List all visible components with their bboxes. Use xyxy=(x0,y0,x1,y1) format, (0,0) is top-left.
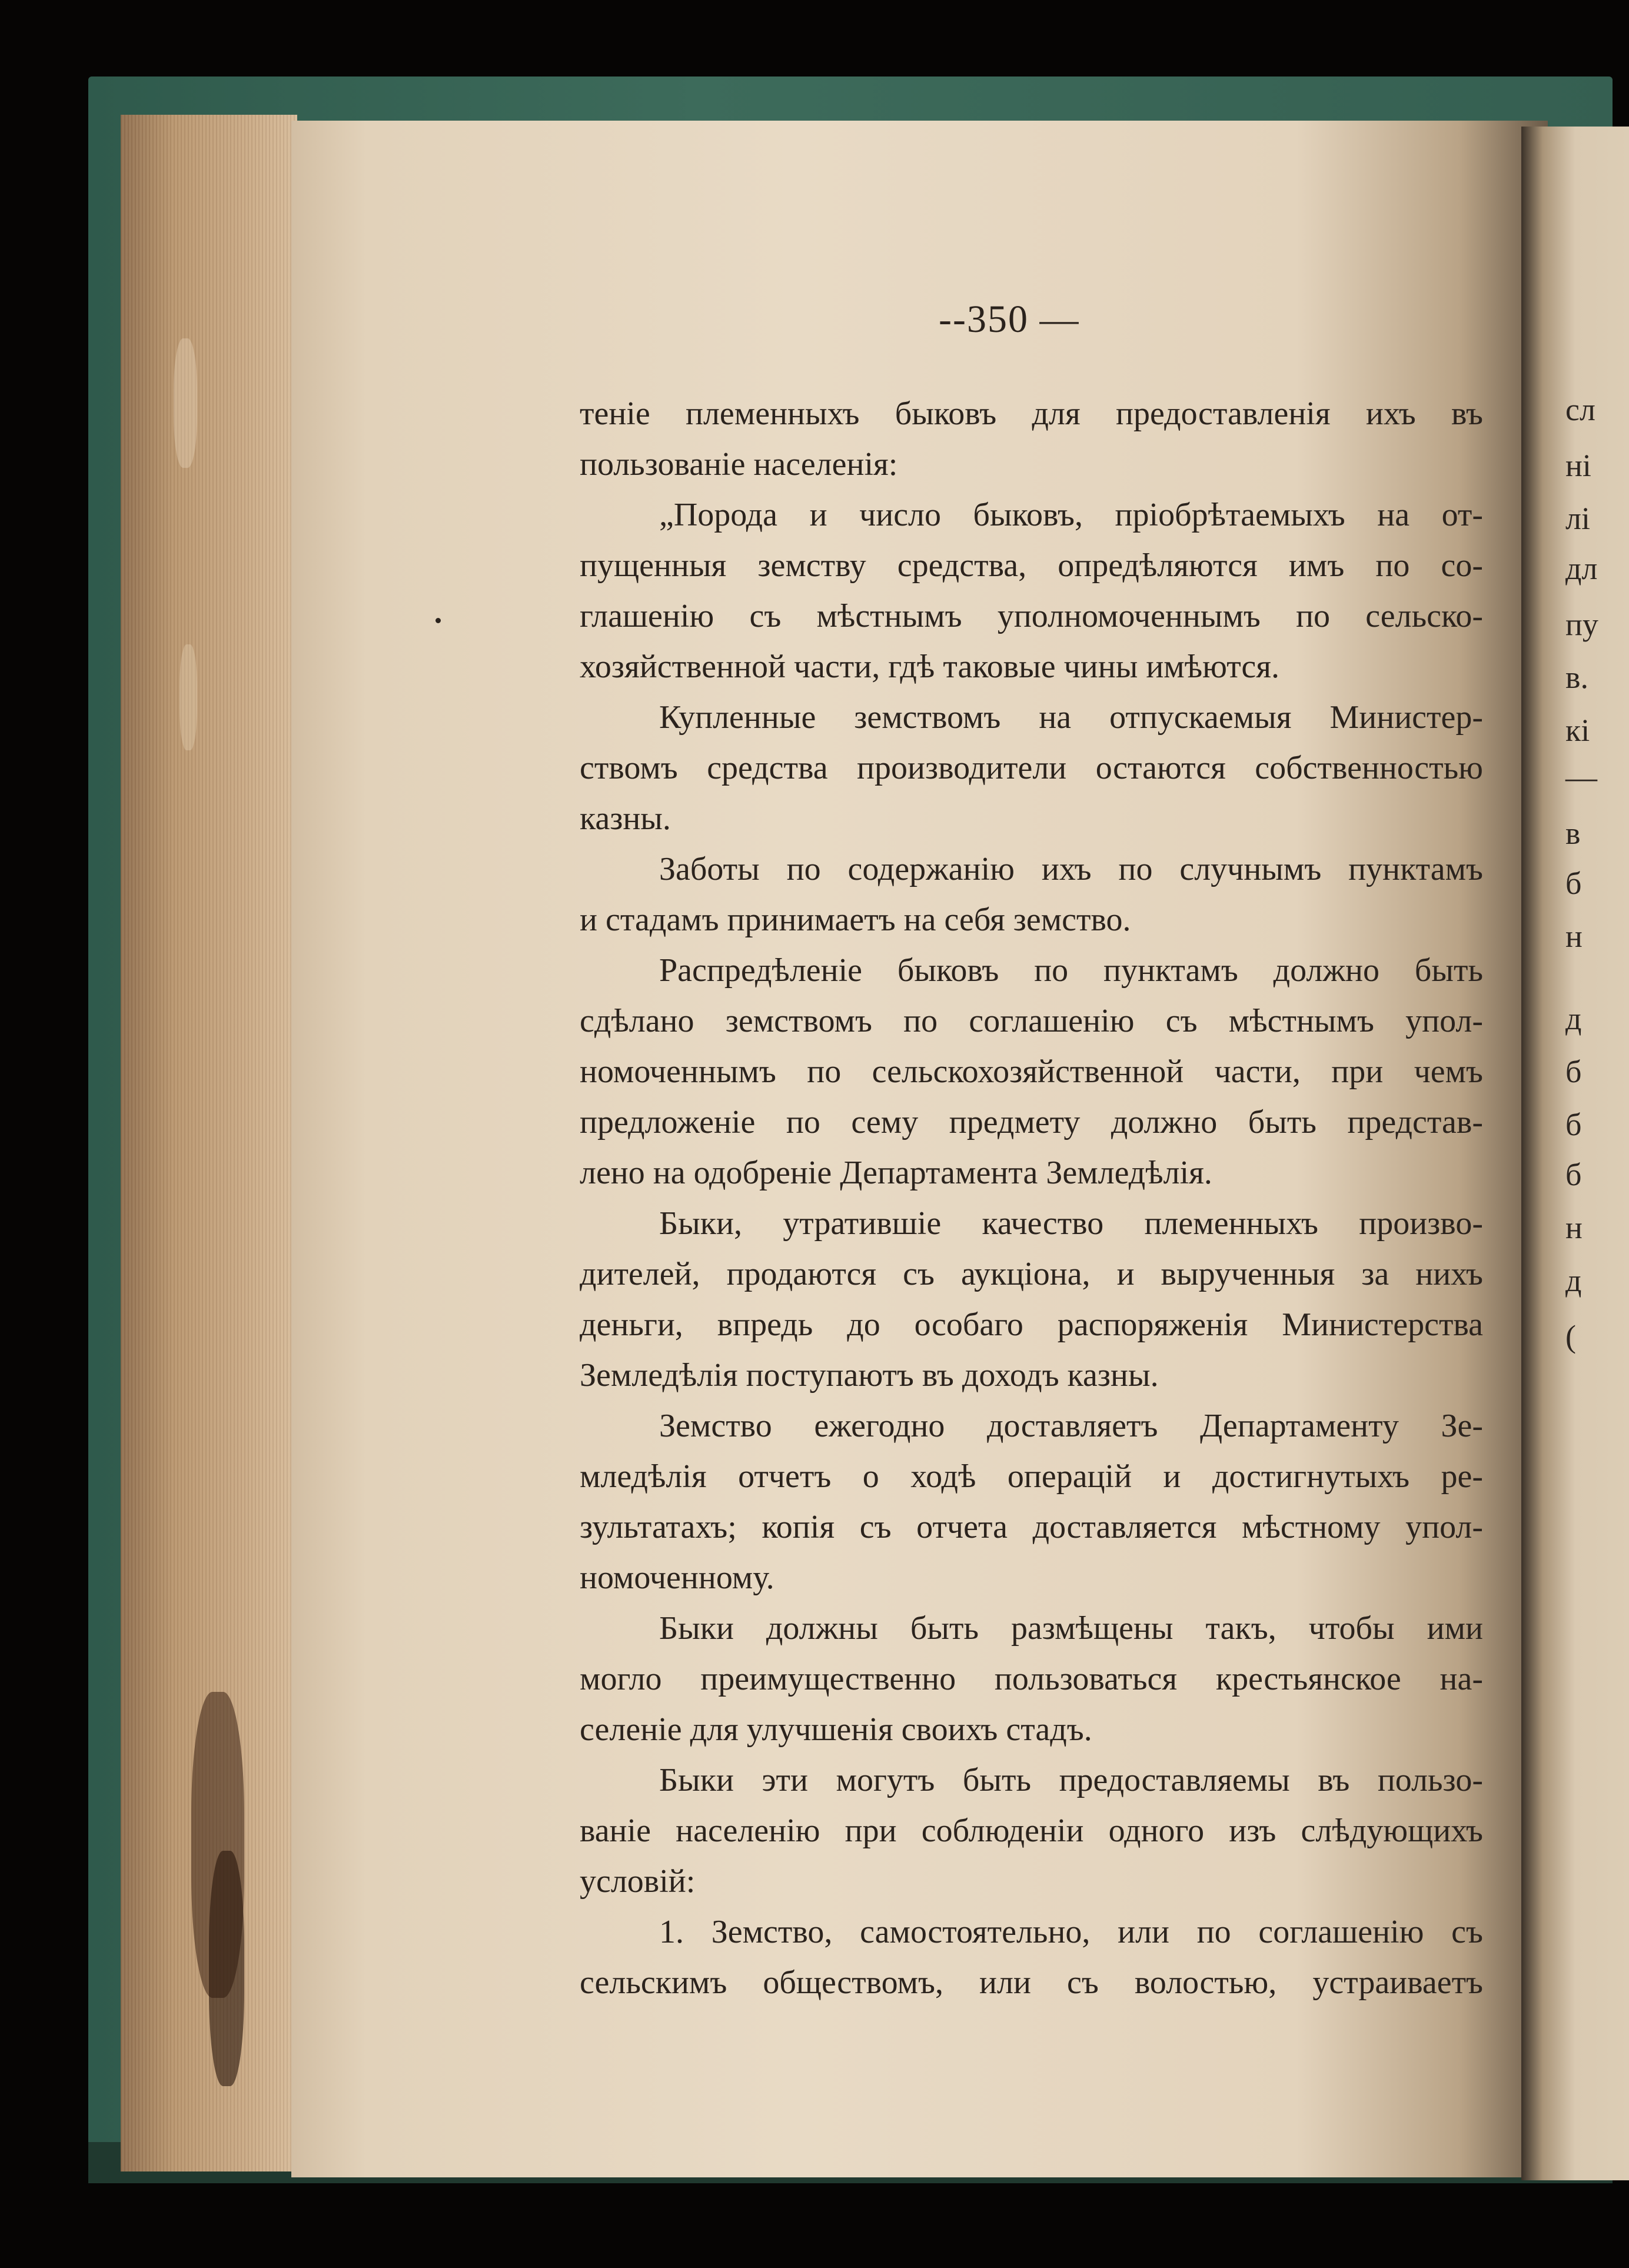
right-page-letter: дл xyxy=(1565,551,1598,586)
text-line: ваніе населенію при соблюденіи одного изъ слѣдующихъ xyxy=(580,1813,1483,1849)
text-line: деньги, впредь до особаго распоряженія Министерства xyxy=(580,1306,1483,1343)
text-line: зультатахъ; копія съ отчета доставляется мѣстному упол- xyxy=(580,1509,1483,1545)
text-line: лено на одобреніе Департамента Земледѣлія. xyxy=(580,1155,1212,1191)
right-page-letter: в xyxy=(1565,816,1581,851)
body-text xyxy=(580,388,1483,2008)
text-line: пущенныя земству средства, опредѣляются имъ по со- xyxy=(580,547,1483,584)
text-line: 1. Земство, самостоятельно, или по соглашенію съ xyxy=(659,1914,1483,1950)
text-line: сдѣлано земствомъ по соглашенію съ мѣстнымъ упол- xyxy=(580,1003,1483,1039)
text-line: глашенію съ мѣстнымъ уполномоченнымъ по сельско- xyxy=(580,598,1483,634)
text-line: могло преимущественно пользоваться крестьянское на- xyxy=(580,1661,1483,1697)
right-page-letter: кі xyxy=(1565,713,1590,748)
text-line: Быки, утратившіе качество племенныхъ произво- xyxy=(659,1205,1483,1242)
text-line: „Порода и число быковъ, пріобрѣтаемыхъ на от- xyxy=(659,497,1483,533)
right-page-letter: в. xyxy=(1565,660,1588,695)
text-line: сельскимъ обществомъ, или съ волостью, устраиваетъ xyxy=(580,1964,1483,2001)
text-line: ствомъ средства производители остаются собственностью xyxy=(580,750,1483,786)
text-line: Распредѣленіе быковъ по пунктамъ должно быть xyxy=(659,952,1483,989)
text-line: Земледѣлія поступаютъ въ доходъ казны. xyxy=(580,1357,1159,1394)
text-line: Быки эти могутъ быть предоставляемы въ пользо- xyxy=(659,1762,1483,1798)
text-line: Купленные земствомъ на отпускаемыя Министер- xyxy=(659,699,1483,736)
text-line: предложеніе по сему предмету должно быть представ- xyxy=(580,1104,1483,1140)
text-line: селеніе для улучшенія своихъ стадъ. xyxy=(580,1711,1092,1748)
right-page xyxy=(1521,127,1629,2180)
text-line: номоченному. xyxy=(580,1559,774,1596)
text-line: пользованіе населенія: xyxy=(580,446,898,483)
right-page-letter: б xyxy=(1565,1054,1582,1089)
text-line: хозяйственной части, гдѣ таковые чины имѣются. xyxy=(580,649,1280,685)
page-fore-edge xyxy=(121,115,297,2171)
text-line: Быки должны быть размѣщены такъ, чтобы ими xyxy=(659,1610,1483,1647)
right-page-letter: лі xyxy=(1565,501,1590,536)
page-number: --350 — xyxy=(939,298,1080,341)
right-page-letter: д xyxy=(1565,1263,1582,1298)
text-line: номоченнымъ по сельскохозяйственной части, при чемъ xyxy=(580,1053,1483,1090)
right-page-letter: пу xyxy=(1565,607,1598,642)
right-page-letter: б xyxy=(1565,1107,1582,1142)
right-page-letter: н xyxy=(1565,1210,1583,1245)
edge-wear xyxy=(174,338,197,468)
text-line: Земство ежегодно доставляетъ Департаменту Зе- xyxy=(659,1408,1483,1444)
edge-stain xyxy=(209,1851,244,2086)
text-line: Заботы по содержанію ихъ по случнымъ пунктамъ xyxy=(659,851,1483,887)
right-page-letter: н xyxy=(1565,919,1583,954)
text-line: мледѣлія отчетъ о ходѣ операцій и достигнутыхъ ре- xyxy=(580,1458,1483,1495)
right-page-letter: д xyxy=(1565,1001,1582,1036)
text-line: дителей, продаются съ аукціона, и вырученныя за нихъ xyxy=(580,1256,1483,1292)
text-line: и стадамъ принимаетъ на себя земство. xyxy=(580,902,1131,938)
text-line: казны. xyxy=(580,800,671,837)
ink-spot xyxy=(435,618,441,623)
text-line: условій: xyxy=(580,1863,696,1900)
right-page-letter: б xyxy=(1565,1157,1582,1192)
right-page-letter: сл xyxy=(1565,392,1595,427)
right-page-letter: ні xyxy=(1565,448,1591,483)
right-page-letter: б xyxy=(1565,866,1582,901)
right-page-letter: — xyxy=(1565,760,1597,795)
text-line: теніе племенныхъ быковъ для предоставленія ихъ въ xyxy=(580,395,1483,432)
edge-wear xyxy=(179,644,197,750)
right-page-letter: ( xyxy=(1565,1319,1576,1354)
